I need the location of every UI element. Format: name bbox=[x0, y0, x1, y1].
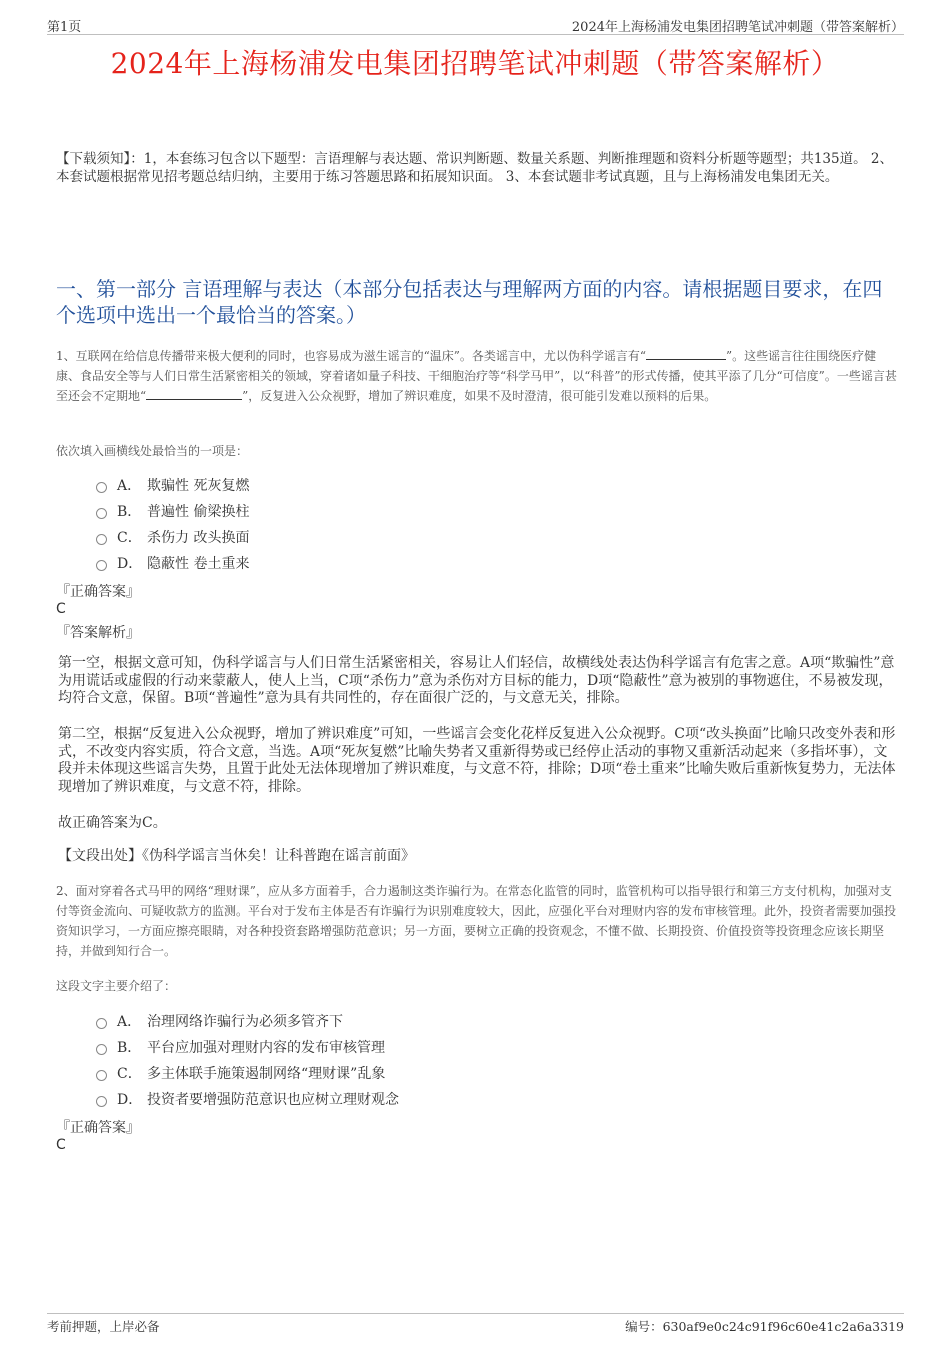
section-title: 一、第一部分 言语理解与表达（本部分包括表达与理解两方面的内容。请根据题目要求，在四个选项中选出一个最恰当的答案。） bbox=[56, 277, 883, 327]
option-text: 隐蔽性 卷土重来 bbox=[147, 556, 250, 572]
option-text: 杀伤力 改头换面 bbox=[147, 530, 250, 546]
option-letter: D． bbox=[117, 556, 143, 572]
option-letter: C． bbox=[117, 1066, 142, 1082]
header-doc-title: 2024年上海杨浦发电集团招聘笔试冲刺题（带答案解析） bbox=[571, 20, 904, 35]
correct-answer: C bbox=[56, 1137, 66, 1153]
radio-icon[interactable] bbox=[96, 1096, 107, 1107]
option-d[interactable] bbox=[96, 550, 249, 576]
correct-answer: C bbox=[56, 601, 66, 617]
option-letter: A． bbox=[117, 478, 142, 494]
question-1-options bbox=[96, 472, 249, 576]
fill-blank-1 bbox=[646, 347, 726, 360]
radio-icon[interactable] bbox=[96, 1044, 107, 1055]
page-number: 第1页 bbox=[47, 20, 82, 35]
download-notice: 【下载须知】：1，本套练习包含以下题型：言语理解与表达题、常识判断题、数量关系题、判断推理题和资料分析题等题型；共135道。 2、本套试题根据常见招考题总结归纳，主要用于练习答题思路和拓展知识面。 3、本套试题非考试真题，且与上海杨浦发电集团无关。 bbox=[56, 151, 893, 185]
analysis-conclusion: 故正确答案为C。 bbox=[58, 815, 167, 831]
option-c[interactable] bbox=[96, 1060, 399, 1086]
option-d[interactable] bbox=[96, 1086, 399, 1112]
option-letter: B． bbox=[117, 1040, 142, 1056]
question-1-text-part-c: ”，反复进入公众视野，增加了辨识难度，如果不及时澄清，很可能引发难以预料的后果。 bbox=[242, 389, 717, 403]
option-text: 投资者要增强防范意识也应树立理财观念 bbox=[147, 1092, 399, 1108]
question-1-prompt: 依次填入画横线处最恰当的一项是： bbox=[56, 444, 249, 458]
question-2-prompt: 这段文字主要介绍了： bbox=[56, 979, 177, 993]
page-footer bbox=[47, 1313, 904, 1334]
radio-icon[interactable] bbox=[96, 534, 107, 545]
option-text: 治理网络诈骗行为必须多管齐下 bbox=[147, 1014, 343, 1030]
question-2-text: 2、面对穿着各式马甲的网络“理财课”，应从多方面着手，合力遏制这类诈骗行为。在常态化监管的同时，监管机构可以指导银行和第三方支付机构，加强对支付等资金流向、可疑收款方的监测。平台对于发布主体是否有诈骗行为识别难度较大，因此，应强化平台对理财内容的发布审核管理。此外，投资者需要加强投资知识学习，一方面应擦亮眼睛，对各种投资套路增强防范意识；另一方面，要树立正确的投资观念，不懂不做、长期投资、价值投资等投资理念应该长期坚持，并做到知行合一。 bbox=[56, 884, 897, 958]
passage-source: 【文段出处】《伪科学谣言当休矣！让科普跑在谣言前面》 bbox=[58, 848, 415, 864]
question-1-text-part-b: ”。这些谣言往往围绕医疗健康、食品安全等与人们日常生活紧密相关的领域，穿着诸如量子科技、干细胞治疗等“科学马甲”，以“科普”的形式传播，使其平添了几分“可信度”。一些谣言甚至还会不定期地“ bbox=[56, 349, 897, 403]
option-letter: A． bbox=[117, 1014, 142, 1030]
analysis-label: 『答案解析』 bbox=[56, 625, 140, 641]
radio-icon[interactable] bbox=[96, 1070, 107, 1081]
analysis-paragraph-2: 第二空，根据“反复进入公众视野，增加了辨识难度”可知，一些谣言会变化花样反复进入公众视野。C项“改头换面”比喻只改变外表和形式，不改变内容实质，符合文意，当选。A项“死灰复燃”比喻失势者又重新得势或已经停止活动的事物又重新活动起来（多指坏事），文段并未体现这些谣言失势，且置于此处无法体现增加了辨识难度，与文意不符，排除；D项“卷土重来”比喻失败后重新恢复势力，无法体现增加了辨识难度，与文意不符，排除。 bbox=[58, 726, 896, 795]
option-text: 平台应加强对理财内容的发布审核管理 bbox=[147, 1040, 385, 1056]
option-text: 普遍性 偷梁换柱 bbox=[147, 504, 250, 520]
footer-slogan: 考前押题，上岸必备 bbox=[47, 1319, 160, 1334]
option-b[interactable] bbox=[96, 1034, 399, 1060]
option-letter: C． bbox=[117, 530, 142, 546]
fill-blank-2 bbox=[146, 387, 242, 400]
question-2-options bbox=[96, 1008, 399, 1112]
option-letter: D． bbox=[117, 1092, 143, 1108]
analysis-paragraph-1: 第一空，根据文意可知，伪科学谣言与人们日常生活紧密相关，容易让人们轻信，故横线处表达伪科学谣言有危害之意。A项“欺骗性”意为用谎话或虚假的行动来蒙蔽人，使人上当，C项“杀伤力”意为杀伤对方目标的能力，D项“隐蔽性”意为被别的事物遮住，不易被发现，均符合文意，保留。B项“普遍性”意为具有共同性的，存在面很广泛的，与文意无关，排除。 bbox=[58, 655, 895, 706]
option-a[interactable] bbox=[96, 472, 249, 498]
radio-icon[interactable] bbox=[96, 482, 107, 493]
option-b[interactable] bbox=[96, 498, 249, 524]
page-header bbox=[47, 14, 904, 35]
page-title: 2024年上海杨浦发电集团招聘笔试冲刺题（带答案解析） bbox=[110, 47, 840, 80]
answer-label: 『正确答案』 bbox=[56, 1120, 140, 1136]
answer-label: 『正确答案』 bbox=[56, 584, 140, 600]
option-text: 欺骗性 死灰复燃 bbox=[147, 478, 250, 494]
option-c[interactable] bbox=[96, 524, 249, 550]
question-1-text bbox=[56, 346, 898, 406]
document-id: 编号：630af9e0c24c91f96c60e41c2a6a3319 bbox=[625, 1319, 904, 1334]
radio-icon[interactable] bbox=[96, 508, 107, 519]
question-1-text-part-a: 1、互联网在给信息传播带来极大便利的同时，也容易成为滋生谣言的“温床”。各类谣言中，尤以伪科学谣言有“ bbox=[56, 349, 647, 363]
option-letter: B． bbox=[117, 504, 142, 520]
radio-icon[interactable] bbox=[96, 560, 107, 571]
option-a[interactable] bbox=[96, 1008, 399, 1034]
option-text: 多主体联手施策遏制网络“理财课”乱象 bbox=[147, 1066, 386, 1082]
radio-icon[interactable] bbox=[96, 1018, 107, 1029]
